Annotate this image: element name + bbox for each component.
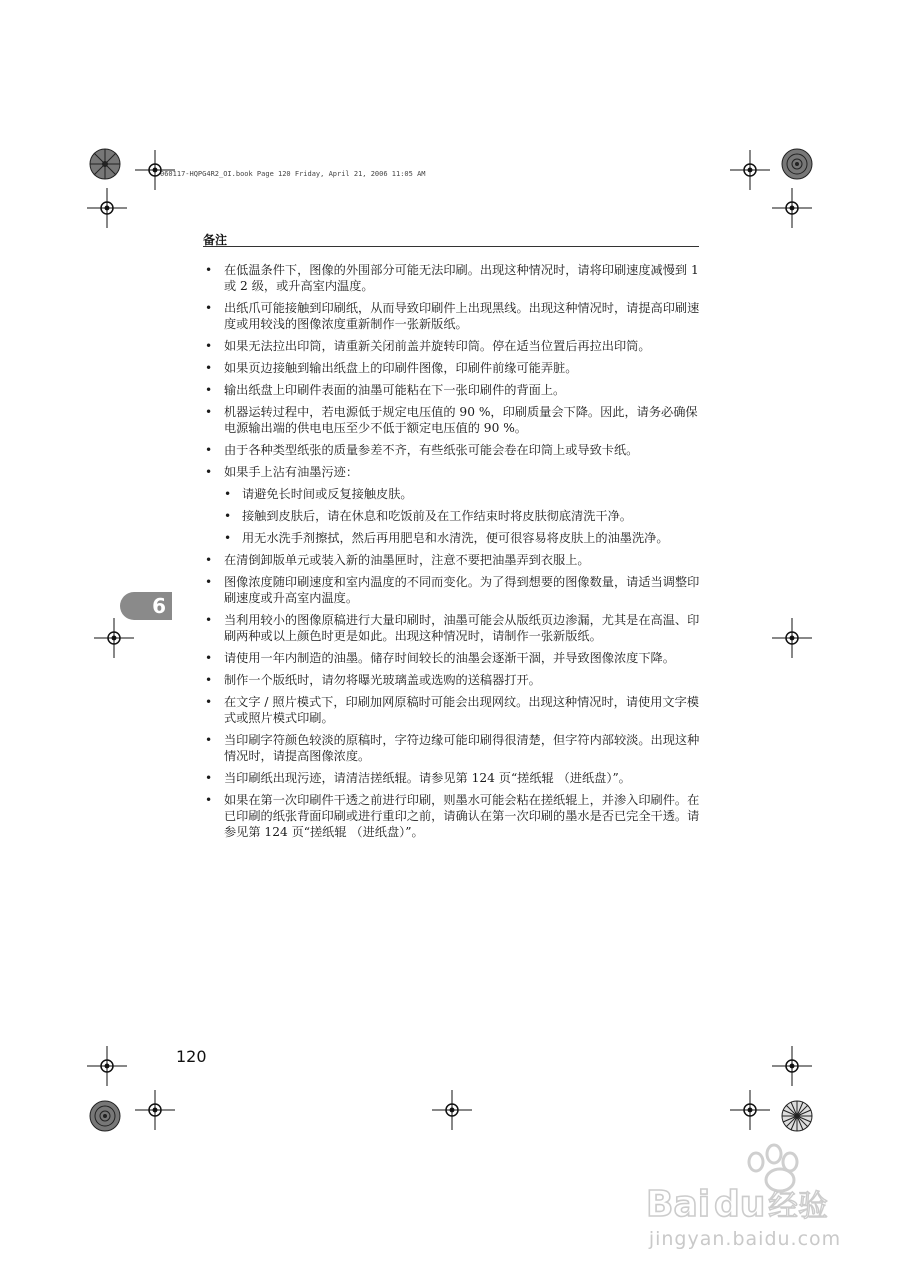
svg-text:du: du <box>714 1184 766 1225</box>
registration-wheel-icon <box>781 1100 813 1132</box>
section-rule <box>203 246 699 247</box>
section-title: 备注 <box>203 233 228 247</box>
note-item: • 制作一个版纸时，请勿将曝光玻璃盖或选购的送稿器打开。 <box>203 672 701 688</box>
registration-crosshair-icon <box>135 1090 175 1130</box>
registration-crosshair-icon <box>87 1046 127 1086</box>
print-header: 060117-HQPG4R2_OI.book Page 120 Friday, April 21, 2006 11:05 AM <box>160 170 426 178</box>
note-item: • 机器运转过程中，若电源低于规定电压值的 90 %，印刷质量会下降。因此，请务必确保电源输出端的供电电压至少不低于额定电压值的 90 %。 <box>203 404 701 436</box>
registration-crosshair-icon <box>87 188 127 228</box>
note-item: • 如果在第一次印刷件干透之前进行印刷，则墨水可能会粘在搓纸辊上，并渗入印刷件。在已印刷的纸张背面印刷或进行重印之前，请确认在第一次印刷的墨水是否已完全干透。请参见第 124 页“搓纸辊 （进纸盘）”。 <box>203 792 701 840</box>
registration-wheel-icon <box>781 148 813 180</box>
baidu-paw-logo-icon <box>640 1140 850 1230</box>
registration-crosshair-icon <box>772 188 812 228</box>
note-item: • 如果无法拉出印筒，请重新关闭前盖并旋转印筒。停在适当位置后再拉出印筒。 <box>203 338 701 354</box>
registration-crosshair-icon <box>94 618 134 658</box>
registration-crosshair-icon <box>730 150 770 190</box>
note-item: • 图像浓度随印刷速度和室内温度的不同而变化。为了得到想要的图像数量，请适当调整印刷速度或升高室内温度。 <box>203 574 701 606</box>
subnote-item: • 用无水洗手剂擦拭，然后再用肥皂和水清洗，便可很容易将皮肤上的油墨洗净。 <box>224 530 701 546</box>
note-item: • 如果页边接触到输出纸盘上的印刷件图像，印刷件前缘可能弄脏。 <box>203 360 701 376</box>
registration-crosshair-icon <box>772 1046 812 1086</box>
note-item: • 在清倒卸版单元或装入新的油墨匣时，注意不要把油墨弄到衣服上。 <box>203 552 701 568</box>
subnotes-list <box>224 486 701 546</box>
registration-wheel-icon <box>89 148 121 180</box>
watermark-url: jingyan.baidu.com <box>648 1228 842 1250</box>
subnote-item: • 请避免长时间或反复接触皮肤。 <box>224 486 701 502</box>
note-item: • 在文字 / 照片模式下，印刷加网原稿时可能会出现网纹。出现这种情况时，请使用文字模式或照片模式印刷。 <box>203 694 701 726</box>
registration-crosshair-icon <box>135 150 175 190</box>
note-item: • 请使用一年内制造的油墨。储存时间较长的油墨会逐渐干涸，并导致图像浓度下降。 <box>203 650 701 666</box>
note-item-with-subnotes <box>203 464 701 546</box>
note-item: • 当印刷纸出现污迹，请清洁搓纸辊。请参见第 124 页“搓纸辊 （进纸盘）”。 <box>203 770 701 786</box>
notes-list <box>203 262 701 846</box>
baidu-jingyan-watermark <box>640 1140 850 1260</box>
chapter-tab <box>120 592 172 620</box>
note-item: • 当印刷字符颜色较淡的原稿时，字符边缘可能印刷得很清楚，但字符内部较淡。出现这种情况时，请提高图像浓度。 <box>203 732 701 764</box>
note-item: • 出纸爪可能接触到印刷纸，从而导致印刷件上出现黑线。出现这种情况时，请提高印刷速度或用较浅的图像浓度重新制作一张新版纸。 <box>203 300 701 332</box>
registration-wheel-icon <box>89 1100 121 1132</box>
note-item: • 在低温条件下，图像的外围部分可能无法印刷。出现这种情况时，请将印刷速度减慢到 1 或 2 级，或升高室内温度。 <box>203 262 701 294</box>
note-item: • 输出纸盘上印刷件表面的油墨可能粘在下一张印刷件的背面上。 <box>203 382 701 398</box>
svg-text:Bai: Bai <box>646 1184 711 1225</box>
svg-text:经验: 经验 <box>768 1189 828 1224</box>
chapter-number: 6 <box>152 594 166 618</box>
registration-crosshair-icon <box>730 1090 770 1130</box>
note-text: 如果手上沾有油墨污迹： <box>224 465 359 479</box>
note-item: • 由于各种类型纸张的质量参差不齐，有些纸张可能会卷在印筒上或导致卡纸。 <box>203 442 701 458</box>
subnote-item: • 接触到皮肤后，请在休息和吃饭前及在工作结束时将皮肤彻底清洗干净。 <box>224 508 701 524</box>
registration-crosshair-icon <box>772 618 812 658</box>
note-item: • 当利用较小的图像原稿进行大量印刷时，油墨可能会从版纸页边渗漏，尤其是在高温、印刷两种或以上颜色时更是如此。出现这种情况时，请制作一张新版纸。 <box>203 612 701 644</box>
registration-crosshair-icon <box>432 1090 472 1130</box>
page-number: 120 <box>176 1047 207 1066</box>
